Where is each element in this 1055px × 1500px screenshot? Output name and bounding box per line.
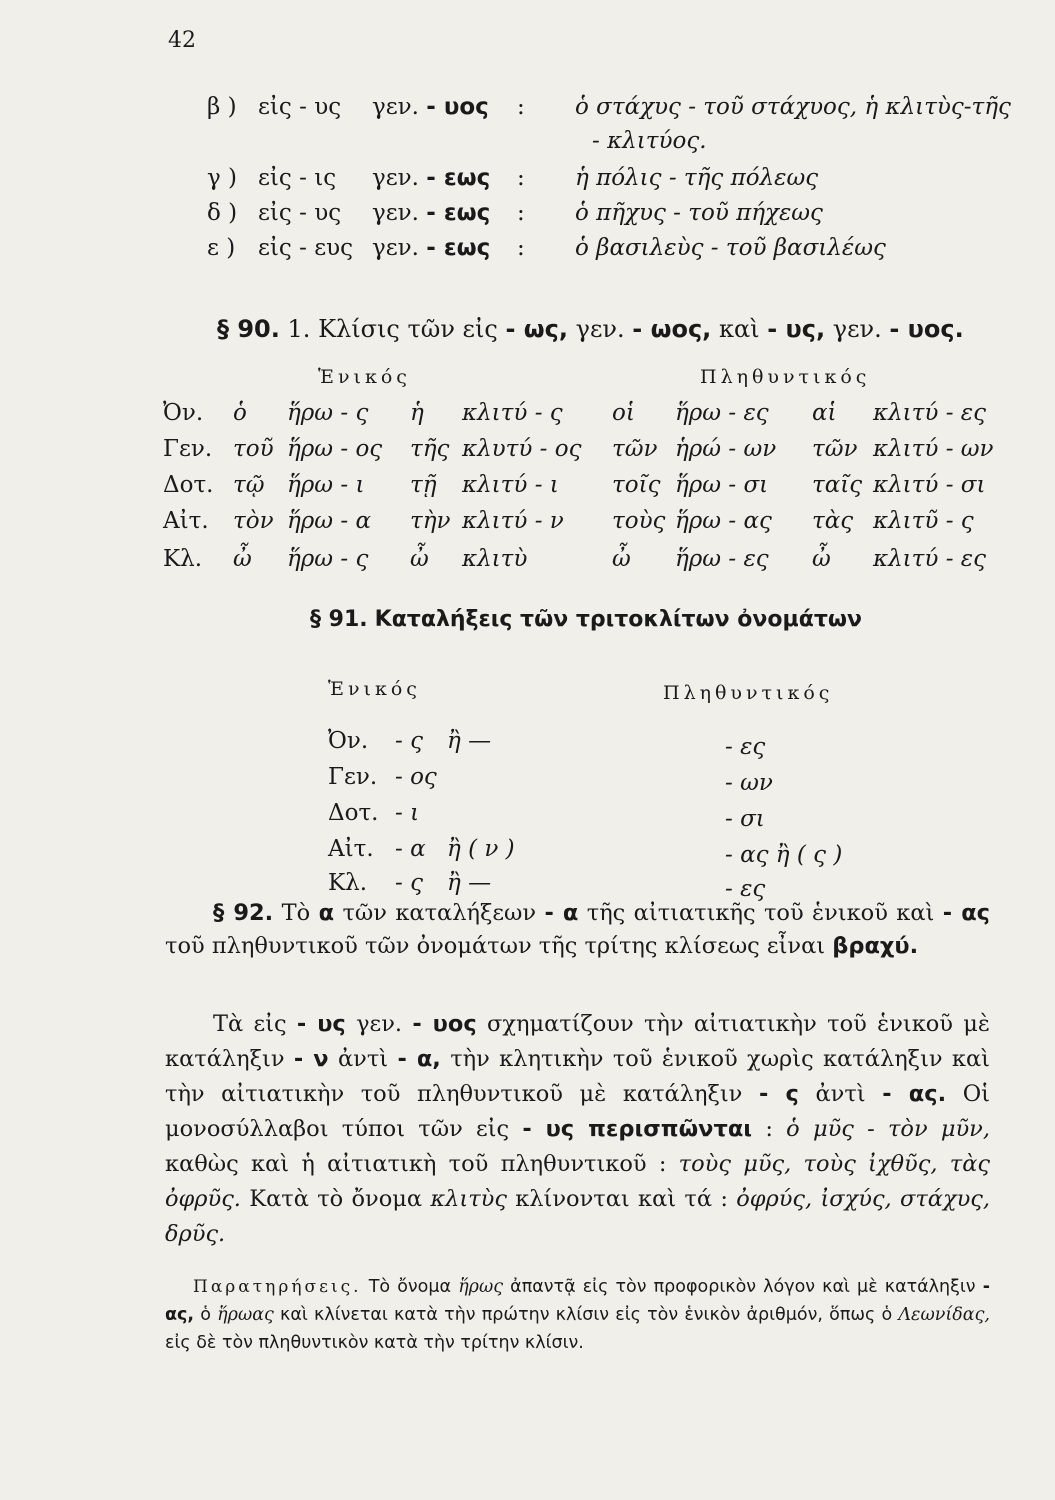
table-cell: τὰς — [812, 508, 854, 534]
list-colon: : — [517, 165, 525, 191]
case-label: Αἰτ. — [328, 836, 374, 862]
ending-cell: - α — [395, 836, 426, 862]
section-90-heading: § 90. 1. Κλίσις τῶν εἰς - ως, γεν. - ωος, καὶ - υς, γεν. - υος. — [217, 315, 964, 343]
table-cell: τῶν — [812, 436, 858, 462]
table-cell: κλιτύ - σι — [873, 472, 986, 498]
list-colon: : — [517, 235, 525, 261]
table-cell: ὦ — [812, 546, 831, 572]
table-cell: τοῦ — [233, 436, 274, 462]
table-cell: τῶν — [612, 436, 658, 462]
ending-cell: - σι — [725, 806, 765, 832]
singular-header: Ἑνικός — [318, 366, 411, 388]
table-cell: κλιτύ - ες — [873, 400, 987, 426]
table-cell: τῷ — [233, 472, 265, 498]
page-number: 42 — [168, 28, 196, 53]
case-label: Ὀν. — [328, 728, 369, 754]
table-cell: ἥρω - ος — [287, 436, 383, 462]
list-label: γ ) — [207, 165, 238, 191]
table-cell: ὁ — [233, 400, 247, 426]
table-cell: ἥρω - ες — [675, 400, 769, 426]
ending-cell: - ος — [395, 764, 437, 790]
list-label: ε ) — [207, 235, 236, 261]
table-cell: αἱ — [812, 400, 837, 426]
table-cell: ἡρώ - ων — [675, 436, 777, 462]
list-ending: εἰς - υς — [258, 94, 342, 120]
table-cell: τὸν — [233, 508, 274, 534]
table-cell: κλιτύ - ς — [462, 400, 563, 426]
list-gen: γεν. - υος — [372, 94, 489, 120]
table-cell: ἥρω - ς — [287, 546, 369, 572]
table-cell: ἥρω - ι — [287, 472, 365, 498]
table-cell: ἥρω - σι — [675, 472, 769, 498]
ending-cell: - ς — [395, 728, 423, 754]
table-cell: ὦ — [233, 546, 252, 572]
table-cell: κλιτύ - ι — [462, 472, 559, 498]
table-cell: ἡ — [410, 400, 424, 426]
table-cell: ἥρω - α — [287, 508, 371, 534]
ending-cell: - ς — [395, 870, 423, 896]
case-label: Αἰτ. — [163, 508, 209, 534]
list-colon: : — [517, 94, 525, 120]
body-paragraph: Τὰ εἰς - υς γεν. - υος σχηματίζουν τὴν αἰτιατικὴν τοῦ ἑνικοῦ μὲ κατάληξιν - ν ἀντὶ - α, τὴν κλητικὴν τοῦ ἑνικοῦ χωρὶς κατάληξιν καὶ τὴν αἰτιατικὴν τοῦ πληθυντικοῦ μὲ κατάληξιν - ς ἀντὶ - ας. Οἱ μονοσύλλαβοι τύποι τῶν εἰς - υς περισπῶνται : ὁ μῦς - τὸν μῦν, καθὼς καὶ ἡ αἰτιατικὴ τοῦ πληθυντικοῦ : τοὺς μῦς, τοὺς ἰχθῦς, τὰς ὀφρῦς. Κατὰ τὸ ὄνομα κλιτὺς κλίνονται καὶ τά : ὀφρύς, ἰσχύς, στάχυς, δρῦς. — [165, 1011, 991, 1247]
ending-cell: - ες — [725, 876, 766, 902]
plural-header: Πληθυντικός — [663, 682, 834, 704]
list-example-cont: - κλιτύος. — [592, 128, 707, 154]
list-gen: γεν. - εως — [372, 200, 491, 226]
singular-header: Ἑνικός — [328, 678, 421, 700]
table-cell: κλιτὺ — [462, 546, 528, 572]
table-cell: οἱ — [612, 400, 635, 426]
table-cell: τῆς — [410, 436, 450, 462]
list-ending: εἰς - ευς — [258, 235, 353, 261]
list-example: ὁ στάχυς - τοῦ στάχυος, ἡ κλιτὺς-τῆς — [575, 94, 1011, 120]
list-gen: γεν. - εως — [372, 165, 491, 191]
list-label: δ ) — [207, 200, 238, 226]
table-cell: κλιτύ - ν — [462, 508, 564, 534]
table-cell: τῇ — [410, 472, 437, 498]
table-cell: ταῖς — [812, 472, 863, 498]
case-label: Δοτ. — [163, 472, 214, 498]
case-label: Ὀν. — [163, 400, 204, 426]
list-example: ὁ πῆχυς - τοῦ πήχεως — [575, 200, 823, 226]
table-cell: τοὺς — [612, 508, 666, 534]
table-cell: ἥρω - ες — [675, 546, 769, 572]
ending-cell: ἢ — — [447, 728, 492, 754]
table-cell: τοῖς — [612, 472, 661, 498]
section-92: § 92. Τὸ α τῶν καταλήξεων - α τῆς αἰτιατικῆς τοῦ ἑνικοῦ καὶ - ας τοῦ πληθυντικοῦ τῶν ὀνομάτων τῆς τρίτης κλίσεως εἶναι βραχύ. — [165, 900, 991, 959]
ending-cell: ἢ ( ν ) — [447, 836, 515, 862]
table-cell: κλυτύ - ος — [462, 436, 582, 462]
section-91-heading: § 91. Καταλήξεις τῶν τριτοκλίτων ὀνομάτων — [310, 607, 862, 632]
case-label: Γεν. — [328, 764, 378, 790]
list-label: β ) — [207, 94, 237, 120]
table-cell: τὴν — [410, 508, 451, 534]
list-example: ἡ πόλις - τῆς πόλεως — [575, 165, 819, 191]
ending-cell: ἢ — — [447, 870, 492, 896]
table-cell: ἥρω - ς — [287, 400, 369, 426]
list-gen: γεν. - εως — [372, 235, 491, 261]
case-label: Κλ. — [328, 870, 368, 896]
table-cell: κλιτύ - ων — [873, 436, 994, 462]
list-colon: : — [517, 200, 525, 226]
ending-cell: - ων — [725, 770, 773, 796]
table-cell: κλιτῦ - ς — [873, 508, 974, 534]
table-cell: ὦ — [410, 546, 429, 572]
case-label: Κλ. — [163, 546, 203, 572]
ending-cell: - ι — [395, 800, 420, 826]
table-cell: κλιτύ - ες — [873, 546, 987, 572]
list-ending: εἰς - υς — [258, 200, 342, 226]
list-ending: εἰς - ις — [258, 165, 337, 191]
remarks-note: Παρατηρήσεις. Τὸ ὄνομα ἥρως ἀπαντᾷ εἰς τὸν προφορικὸν λόγον καὶ μὲ κατάληξιν - ας, ὁ ἥρωας καὶ κλίνεται κατὰ τὴν πρώτην κλίσιν εἰς τὸν ἑνικὸν ἀριθμόν, ὅπως ὁ Λεωνίδας, εἰς δὲ τὸν πληθυντικὸν κατὰ τὴν τρίτην κλίσιν. — [165, 1277, 990, 1353]
case-label: Γεν. — [163, 436, 213, 462]
table-cell: ὦ — [612, 546, 631, 572]
case-label: Δοτ. — [328, 800, 379, 826]
ending-cell: - ας ἢ ( ς ) — [725, 842, 843, 868]
table-cell: ἥρω - ας — [675, 508, 772, 534]
list-example: ὁ βασιλεὺς - τοῦ βασιλέως — [575, 235, 886, 261]
ending-cell: - ες — [725, 734, 766, 760]
plural-header: Πληθυντικός — [700, 366, 871, 388]
